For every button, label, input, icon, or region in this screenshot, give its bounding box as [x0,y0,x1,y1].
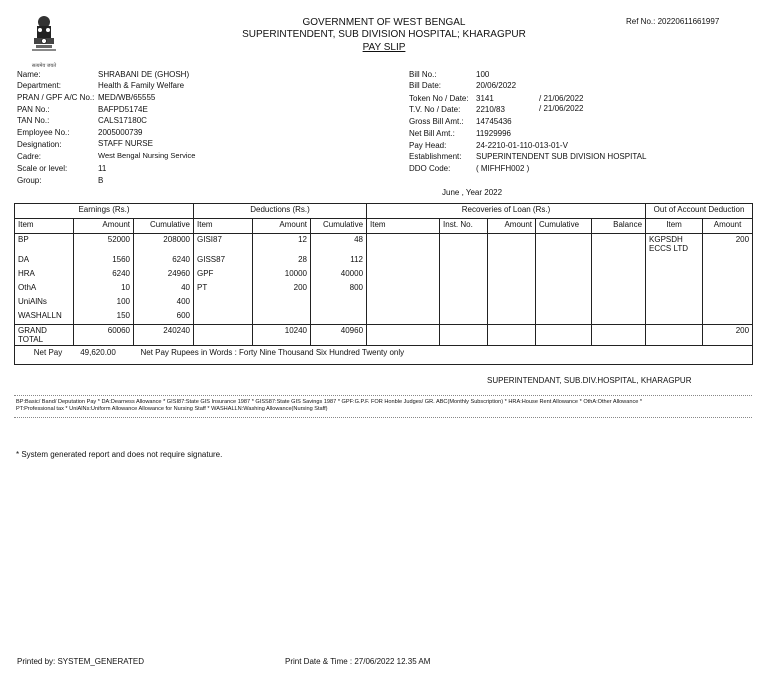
table-cell [536,268,592,282]
ddo-value: ( MIFHFH002 ) [476,164,530,173]
net-pay-value: 49,620.00 [80,348,116,357]
table-cell [592,234,646,255]
deductions-header: Deductions (Rs.) [194,204,367,219]
table-cell: 200 [703,234,753,255]
table-cell: GISS87 [194,254,253,268]
table-cell: 6240 [134,254,194,268]
total-cell [488,325,536,346]
table-cell [194,310,253,325]
table-row [15,254,753,268]
gross-bill-value: 14745436 [476,117,512,126]
table-cell [646,282,703,296]
bill-date-value: 20/06/2022 [476,81,517,90]
ref-number: Ref No.: 20220611661997 [626,17,720,26]
tv-label: T.V. No / Date: [409,105,461,114]
table-cell: PT [194,282,253,296]
total-cell [440,325,488,346]
department-label: Department: [17,81,62,90]
employee-no-value: 2005000739 [98,128,143,137]
table-cell: 24960 [134,268,194,282]
table-cell [488,282,536,296]
pan-value: BAFPD5174E [98,105,148,114]
table-cell [592,268,646,282]
pran-label: PRAN / GPF A/C No.: [17,93,95,102]
table-cell: DA [15,254,74,268]
cadre-value: West Bengal Nursing Service [98,151,196,160]
col-header: Amount [703,219,753,234]
table-row [15,268,753,282]
scale-value: 11 [98,164,107,173]
table-cell: 12 [253,234,311,255]
table-cell [440,254,488,268]
table-cell [646,268,703,282]
table-row [15,234,753,255]
table-cell [536,296,592,310]
bill-no-label: Bill No.: [409,70,437,79]
table-cell [440,296,488,310]
pan-label: PAN No.: [17,105,50,114]
grand-total-row [15,325,753,346]
net-bill-label: Net Bill Amt.: [409,129,455,138]
table-cell [592,282,646,296]
table-cell: BP [15,234,74,255]
table-cell [703,268,753,282]
net-bill-value: 11929996 [476,129,511,138]
table-cell: 48 [311,234,367,255]
table-cell [367,282,440,296]
col-header: Balance [592,219,646,234]
total-cell: GRAND TOTAL [15,325,74,346]
table-cell: 10000 [253,268,311,282]
pran-value: MED/WB/65555 [98,93,156,102]
total-cell: 10240 [253,325,311,346]
tan-label: TAN No.: [17,116,50,125]
table-cell: 112 [311,254,367,268]
emblem-caption: सत्यमेव जयते [31,63,57,69]
out-of-account-header: Out of Account Deduction [646,204,753,219]
table-cell: 6240 [74,268,134,282]
total-cell: 240240 [134,325,194,346]
name-value: SHRABANI DE (GHOSH) [98,70,190,79]
table-cell [488,254,536,268]
designation-label: Designation: [17,140,62,149]
table-cell [440,234,488,255]
table-cell [703,282,753,296]
designation-value: STAFF NURSE [98,139,153,148]
table-cell: WASHALLN [15,310,74,325]
tv-date: / 21/06/2022 [539,104,584,113]
table-cell [253,296,311,310]
employee-no-label: Employee No.: [17,128,70,137]
table-cell [367,234,440,255]
table-cell [592,254,646,268]
table-cell [488,310,536,325]
table-cell [440,268,488,282]
table-cell [536,282,592,296]
group-label: Group: [17,176,42,185]
pay-period: June , Year 2022 [442,188,503,197]
table-cell: 600 [134,310,194,325]
table-cell [194,296,253,310]
total-cell [194,325,253,346]
pay-head-value: 24-2210-01-110-013-01-V [476,141,568,150]
token-label: Token No / Date: [409,94,469,103]
divider-bottom [14,417,752,418]
table-cell: KGPSDH ECCS LTD [646,234,703,255]
table-cell [311,310,367,325]
table-cell: 100 [74,296,134,310]
table-cell: 28 [253,254,311,268]
table-cell: 40 [134,282,194,296]
group-value: B [98,176,104,185]
col-header: Item [367,219,440,234]
table-cell [488,234,536,255]
col-header: Amount [74,219,134,234]
table-cell [646,254,703,268]
header-line2: SUPERINTENDENT, SUB DIVISION HOSPITAL; KHARAGPUR [242,29,526,40]
table-cell [536,310,592,325]
table-cell: UniAlNs [15,296,74,310]
table-cell: 1560 [74,254,134,268]
legend-line1: BP:Basic/ Band/ Deputation Pay * DA:Dearness Allowance * GISI87:State GIS Insurance 1987 * GISS87:State GIS Savings 1987 * GPF:G.P.F. FOR Honble Judges/ GR. ABC(Monthly Subscription) * HRA:House Rent Allowance * OthA:Other Allowance * [16,399,643,405]
table-cell [488,296,536,310]
name-label: Name: [17,70,41,79]
total-cell [367,325,440,346]
pay-table [14,203,753,365]
table-cell [253,310,311,325]
table-cell [536,254,592,268]
col-header: Item [646,219,703,234]
net-pay-row [15,346,753,365]
token-value: 3141 [476,94,494,103]
table-cell [536,234,592,255]
pay-head-label: Pay Head: [409,141,447,150]
table-cell [592,296,646,310]
table-cell [367,296,440,310]
total-cell: 200 [703,325,753,346]
total-cell [592,325,646,346]
col-header: Item [194,219,253,234]
table-cell [367,268,440,282]
signatory: SUPERINTENDANT, SUB.DIV.HOSPITAL, KHARAGPUR [487,376,692,385]
print-date: Print Date & Time : 27/06/2022 12.35 AM [285,657,431,666]
total-cell [646,325,703,346]
table-cell: 200 [253,282,311,296]
cadre-label: Cadre: [17,152,42,161]
table-cell [440,282,488,296]
total-cell [536,325,592,346]
table-cell [703,310,753,325]
divider-top [14,395,752,396]
group-header-row [15,204,753,219]
recoveries-header: Recoveries of Loan (Rs.) [367,204,646,219]
net-pay-label: Net Pay [33,348,63,357]
total-cell: 40960 [311,325,367,346]
pay-slip-title: PAY SLIP [362,42,406,53]
bill-no-value: 100 [476,70,490,79]
table-cell [488,268,536,282]
table-cell [367,310,440,325]
total-cell: 60060 [74,325,134,346]
table-cell: GPF [194,268,253,282]
table-cell: 400 [134,296,194,310]
table-row [15,282,753,296]
col-header: Cumulative [134,219,194,234]
table-row [15,310,753,325]
legend-line2: PT:Professional tax * UniAlNs:Uniform Allowance Allowance for Nursing Staff * WASHALLN:Washing Allowance(Nursing Staff) [16,406,328,412]
col-header: Item [15,219,74,234]
printed-by: Printed by: SYSTEM_GENERATED [17,657,144,666]
establishment-value: SUPERINTENDENT SUB DIVISION HOSPITAL [476,152,647,161]
table-cell [440,310,488,325]
column-header-row [15,219,753,234]
col-header: Cumulative [311,219,367,234]
col-header: Cumulative [536,219,592,234]
abbreviation-legend [16,399,754,413]
table-cell: 40000 [311,268,367,282]
scale-label: Scale or level: [17,164,68,173]
department-value: Health & Family Welfare [98,81,185,90]
table-cell [311,296,367,310]
col-header: Inst. No. [440,219,488,234]
table-cell: GISI87 [194,234,253,255]
ddo-label: DDO Code: [409,164,451,173]
table-row [15,296,753,310]
col-header: Amount [253,219,311,234]
table-cell [367,254,440,268]
table-cell: 208000 [134,234,194,255]
system-note: * System generated report and does not require signature. [16,450,223,459]
table-cell: 800 [311,282,367,296]
earnings-header: Earnings (Rs.) [15,204,194,219]
table-cell: 10 [74,282,134,296]
header-line1: GOVERNMENT OF WEST BENGAL [302,17,466,28]
table-cell [703,254,753,268]
table-cell: HRA [15,268,74,282]
col-header: Amount [488,219,536,234]
gross-bill-label: Gross Bill Amt.: [409,117,464,126]
token-date: / 21/06/2022 [539,94,584,103]
table-cell: 52000 [74,234,134,255]
table-cell [646,310,703,325]
table-cell [703,296,753,310]
table-cell [646,296,703,310]
bill-date-label: Bill Date: [409,81,442,90]
tv-value: 2210/83 [476,105,505,114]
table-cell: OthA [15,282,74,296]
tan-value: CALS17180C [98,116,147,125]
establishment-label: Establishment: [409,152,462,161]
table-cell: 150 [74,310,134,325]
table-cell [592,310,646,325]
net-pay-words: Net Pay Rupees in Words : Forty Nine Thousand Six Hundred Twenty only [140,348,405,357]
